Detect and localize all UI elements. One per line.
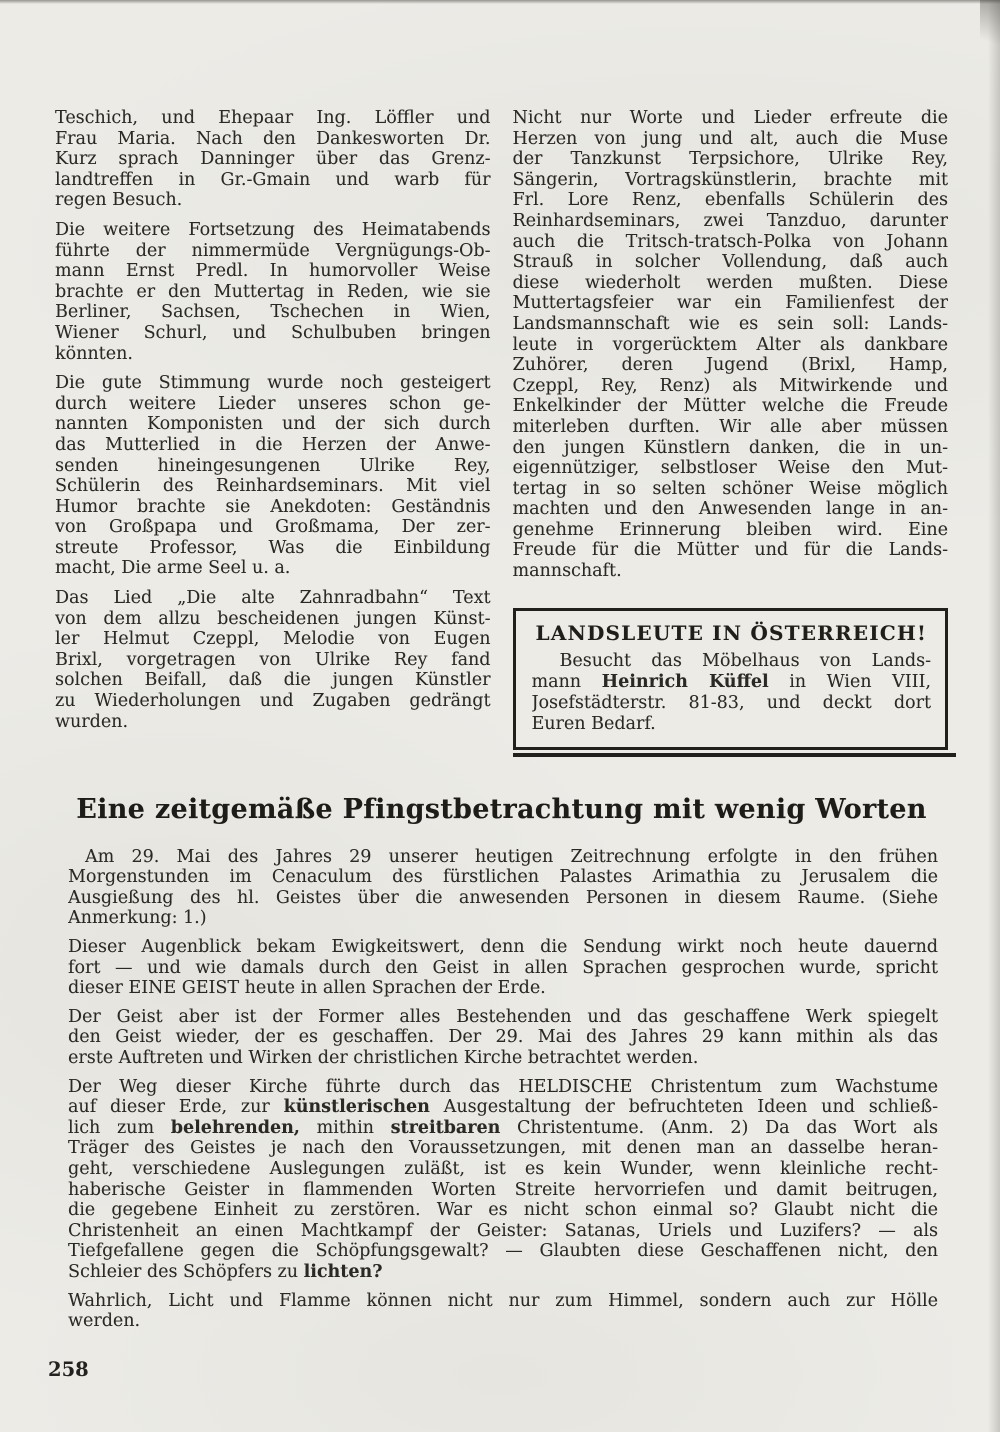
- text-line: Träger des Geistes je nach den Voraussetzungen, mit denen man an dasselbe heran-: [68, 1138, 938, 1159]
- text-line: Wahrlich, Licht und Flamme können nicht nur zum Himmel, sondern auch zur Hölle: [68, 1290, 938, 1311]
- text-line: Dieser Augenblick bekam Ewigkeitswert, denn die Sendung wirkt noch heute dauernd: [68, 937, 938, 958]
- text-line: Strauß in solcher Vollendung, daß auch: [512, 252, 948, 273]
- text-line: Am 29. Mai des Jahres 29 unserer heutigen Zeitrechnung erfolgte in den frühen: [85, 846, 938, 867]
- text-line: haberische Geister in flammenden Worten Streite hervorriefen und damit beitrugen,: [68, 1179, 938, 1200]
- text-line: leute in vorgerücktem Alter als dankbare: [512, 334, 948, 355]
- text-line: brachte er den Muttertag in Reden, wie sie: [55, 281, 491, 302]
- text-line: geht, verschiedene Auslegungen zuläßt, ist es kein Wunder, wenn kleinliche recht-: [68, 1158, 938, 1179]
- text-line: mannschaft.: [512, 561, 622, 582]
- paragraph: [55, 373, 491, 579]
- text-line: Anmerkung: 1.): [68, 908, 207, 929]
- text-line: fort — und wie damals durch den Geist in allen Sprachen gesprochen wurde, spricht: [68, 957, 938, 978]
- text-line: Schleier des Schöpfers zu lichten?: [68, 1261, 383, 1282]
- text-line: Euren Bedarf.: [531, 713, 656, 734]
- paragraph: [68, 1077, 938, 1283]
- text-line: Nicht nur Worte und Lieder erfreute die: [512, 108, 948, 128]
- text-line: Tiefgefallene gegen die Schöpfungsgewalt? — Glaubten diese Geschaffenen nicht, den: [68, 1241, 938, 1262]
- ad-box: [513, 608, 949, 750]
- text-line: dieser EINE GEIST heute in allen Sprachen der Erde.: [68, 978, 546, 999]
- text-line: Brixl, vorgetragen von Ulrike Rey fand: [55, 649, 491, 670]
- page-number: 258: [48, 1357, 89, 1381]
- text-line: Herzen von jung und alt, auch die Muse: [512, 128, 948, 149]
- text-line: machten und den Anwesenden lange in an-: [512, 499, 948, 520]
- text-line: Die gute Stimmung wurde noch gesteigert: [55, 373, 491, 394]
- text-line: regen Besuch.: [55, 190, 183, 211]
- text-line: Josefstädterstr. 81-83, und deckt dort: [531, 692, 931, 713]
- paragraph: [68, 937, 938, 999]
- text-line: Sängerin, Vortragskünstlerin, brachte mit: [512, 169, 948, 190]
- paragraph: [55, 220, 491, 364]
- text-line: Das Lied „Die alte Zahnradbahn“ Text: [55, 588, 491, 609]
- paragraph: [55, 108, 491, 211]
- text-line: Die weitere Fortsetzung des Heimatabends: [55, 219, 491, 240]
- text-line: Enkelkinder der Mütter welche die Freude: [512, 396, 948, 417]
- text-line: genehme Erinnerung bleiben wird. Eine: [512, 519, 948, 540]
- text-line: Humor brachte sie Anekdoten: Geständnis: [55, 496, 491, 517]
- text-line: mann Ernst Predl. In humorvoller Weise: [55, 261, 491, 282]
- paragraph: [68, 847, 938, 929]
- article-title: Eine zeitgemäße Pfingstbetrachtung mit wenig Worten: [76, 793, 927, 825]
- text-line: Zuhörer, deren Jugend (Brixl, Hamp,: [512, 355, 948, 376]
- text-line: diese wiederholt werden mußten. Diese: [512, 272, 948, 293]
- text-line: Der Geist aber ist der Former alles Bestehenden und das geschaffene Werk spiegelt: [68, 1006, 938, 1027]
- paragraph: [532, 651, 932, 735]
- text-line: die gegebene Einheit zu zerstören. War es nicht schon einmal so? Glaubt nicht die: [68, 1200, 938, 1221]
- text-line: erste Auftreten und Wirken der christlichen Kirche betrachtet werden.: [68, 1048, 699, 1068]
- ad-box-title: LANDSLEUTE IN ÖSTERREICH!: [535, 620, 927, 645]
- text-line: Kurz sprach Danninger über das Grenz-: [55, 149, 491, 170]
- text-line: führte der nimmermüde Vergnügungs-Ob-: [55, 240, 491, 261]
- text-line: könnten.: [55, 343, 133, 364]
- text-line: Teschich, und Ehepaar Ing. Löffler und: [55, 108, 491, 128]
- text-line: Ausgießung des hl. Geistes über die anwesenden Personen in diesem Raume. (Siehe: [68, 887, 938, 908]
- text-line: Morgenstunden im Cenaculum des fürstlichen Palastes Arimathia zu Jerusalem die: [68, 867, 938, 888]
- text-line: Wiener Schurl, und Schulbuben bringen: [55, 322, 491, 343]
- text-line: lich zum belehrenden, mithin streitbaren Christentume. (Anm. 2) Da das Wort als: [68, 1117, 938, 1138]
- left-column: [55, 108, 491, 750]
- text-line: streute Professor, Was die Einbildung: [55, 537, 491, 558]
- text-line: Czeppl, Rey, Renz) als Mitwirkende und: [512, 375, 948, 396]
- paragraph: [55, 588, 491, 732]
- text-line: Berliner, Sachsen, Tschechen in Wien,: [55, 302, 491, 323]
- text-line: Christenheit an einen Machtkampf der Geister: Satanas, Uriels und Luzifers? — als: [68, 1220, 938, 1241]
- text-line: solchen Beifall, daß die jungen Künstler: [55, 670, 491, 691]
- text-line: Landsmannschaft wie es sein soll: Lands-: [512, 313, 948, 334]
- text-line: den jungen Künstlern danken, die in un-: [512, 437, 948, 458]
- paragraph: [68, 1291, 938, 1332]
- text-line: von dem allzu bescheidenen jungen Künst-: [55, 608, 491, 629]
- text-line: nannten Komponisten und der sich durch: [55, 414, 491, 435]
- right-column: [513, 108, 949, 750]
- text-line: tertag in so selten schöner Weise möglich: [512, 478, 948, 499]
- text-line: mann Heinrich Küffel in Wien VIII,: [531, 671, 931, 692]
- text-line: senden hineingesungenen Ulrike Rey,: [55, 455, 491, 476]
- two-column-section: [55, 108, 948, 750]
- text-line: Frau Maria. Nach den Dankesworten Dr.: [55, 128, 491, 149]
- text-line: Schülerin des Reinhardseminars. Mit viel: [55, 476, 491, 497]
- text-line: Der Weg dieser Kirche führte durch das HELDISCHE Christentum zum Wachstume: [68, 1076, 938, 1097]
- text-line: den Geist wieder, der es geschaffen. Der 29. Mai des Jahres 29 kann mithin als das: [68, 1027, 938, 1048]
- text-line: zu Wiederholungen und Zugaben gedrängt: [55, 691, 491, 712]
- text-line: auch die Tritsch-tratsch-Polka von Johann: [512, 231, 948, 252]
- text-line: auf dieser Erde, zur künstlerischen Ausgestaltung der befruchteten Ideen und schließ-: [68, 1097, 938, 1118]
- text-line: landtreffen in Gr.-Gmain und warb für: [55, 169, 491, 190]
- paragraph: [513, 108, 949, 582]
- text-line: wurden.: [55, 711, 129, 732]
- text-line: Muttertagsfeier war ein Familienfest der: [512, 293, 948, 314]
- paragraph: [68, 1007, 938, 1069]
- right-column-text: [513, 108, 949, 582]
- ad-box-body: [532, 651, 932, 735]
- text-line: ler Helmut Czeppl, Melodie von Eugen: [55, 629, 491, 650]
- text-line: Reinhardseminars, zwei Tanzduo, darunter: [512, 210, 948, 231]
- text-line: werden.: [68, 1311, 141, 1332]
- text-line: das Mutterlied in die Herzen der Anwe-: [55, 434, 491, 455]
- text-line: miterleben durften. Wir alle aber müssen: [512, 416, 948, 437]
- text-line: der Tanzkunst Terpsichore, Ulrike Rey,: [512, 149, 948, 170]
- text-line: von Großpapa und Großmama, Der zer-: [55, 517, 491, 538]
- text-line: Besucht das Möbelhaus von Lands-: [559, 650, 931, 671]
- text-line: Frl. Lore Renz, ebenfalls Schülerin des: [512, 190, 948, 211]
- text-line: eigennütziger, selbstloser Weise den Mut-: [512, 458, 948, 479]
- article-body: [68, 847, 938, 1332]
- text-line: Freude für die Mütter und für die Lands-: [512, 540, 948, 561]
- text-line: macht, Die arme Seel u. a.: [55, 558, 291, 579]
- text-line: durch weitere Lieder unseres schon ge-: [55, 393, 491, 414]
